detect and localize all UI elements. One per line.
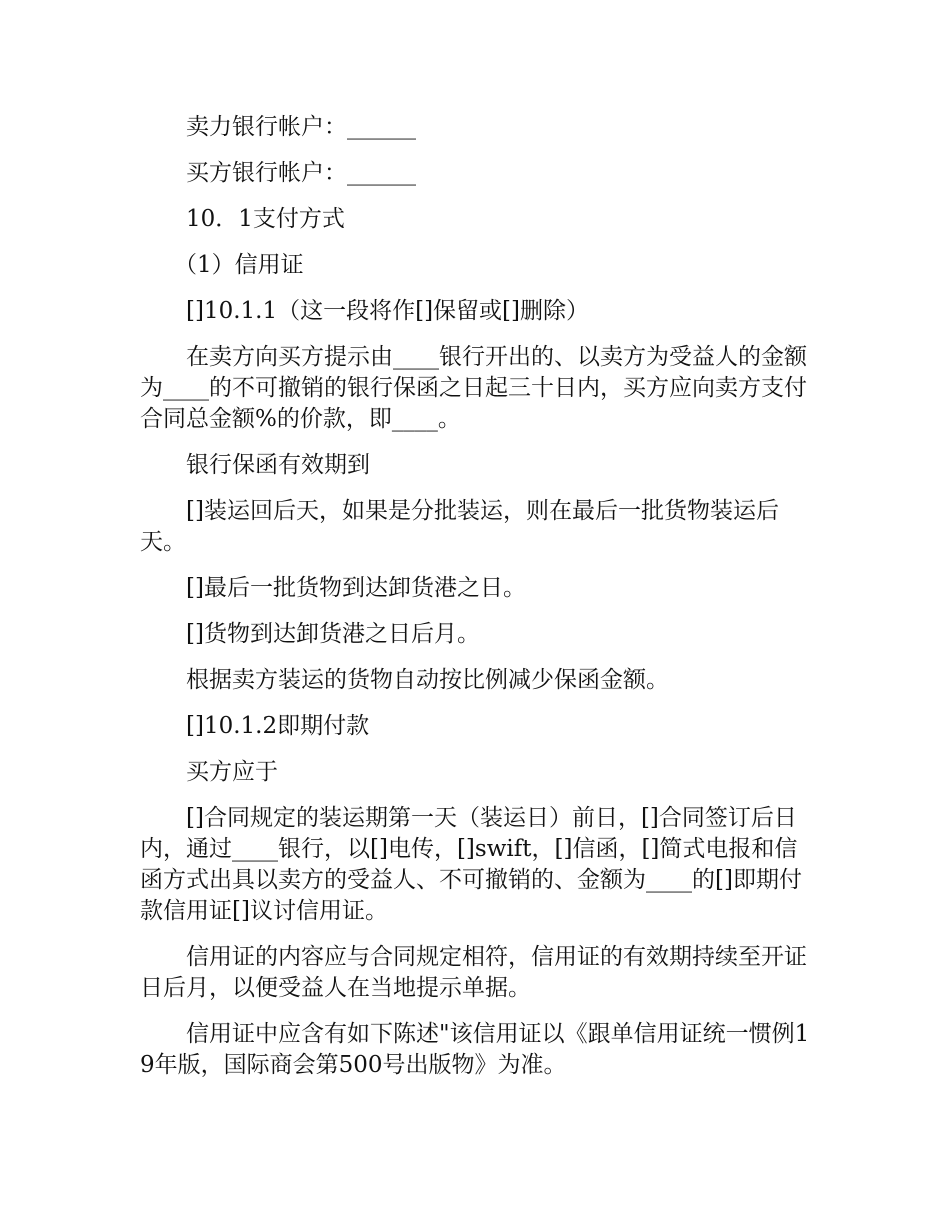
option-last-batch-arrival: []最后一批货物到达卸货港之日。	[186, 575, 526, 601]
option-after-shipment: []装运回后天，如果是分批装运，则在最后一批货物装运后天。	[140, 498, 779, 555]
clause-10-1-2: []10.1.2即期付款	[186, 713, 370, 739]
seller-bank-account-line: 卖力银行帐户：______	[186, 114, 416, 140]
section-heading-payment-method: 10．1支付方式	[186, 206, 345, 232]
option-after-arrival-month: []货物到达卸货港之日后月。	[186, 621, 480, 647]
paragraph-buyer-shall: 买方应于	[186, 759, 278, 785]
paragraph-credit-content: 信用证的内容应与合同规定相符，信用证的有效期持续至开证日后月，以便受益人在当地提示单据。	[140, 944, 807, 1001]
paragraph-guarantee-validity: 银行保函有效期到	[186, 452, 370, 478]
paragraph-issue-credit: []合同规定的装运期第一天（装运日）前日，[]合同签订后日内，通过____银行，以[]电传，[]swift，[]信函，[]简式电报和信函方式出具以卖方的受益人、不可撤销的、金额为____的[]即期付款信用证[]议讨信用证。	[140, 805, 802, 924]
document-body	[140, 112, 812, 1096]
paragraph-credit-statement: 信用证中应含有如下陈述"该信用证以《跟单信用证统一惯例19年版，国际商会第500号出版物》为准。	[140, 1021, 810, 1078]
paragraph-bank-guarantee-payment: 在卖方向买方提示由____银行开出的、以卖方为受益人的金额为____的不可撤销的银行保函之日起三十日内，买方应向卖方支付合同总金额%的价款，即____。	[140, 344, 807, 432]
paragraph-guarantee-reduction: 根据卖方装运的货物自动按比例减少保函金额。	[186, 667, 669, 693]
buyer-bank-account-line: 买方银行帐户：______	[186, 160, 416, 186]
subheading-letter-of-credit: （1）信用证	[174, 252, 304, 278]
clause-10-1-1: []10.1.1（这一段将作[]保留或[]删除）	[186, 298, 589, 324]
